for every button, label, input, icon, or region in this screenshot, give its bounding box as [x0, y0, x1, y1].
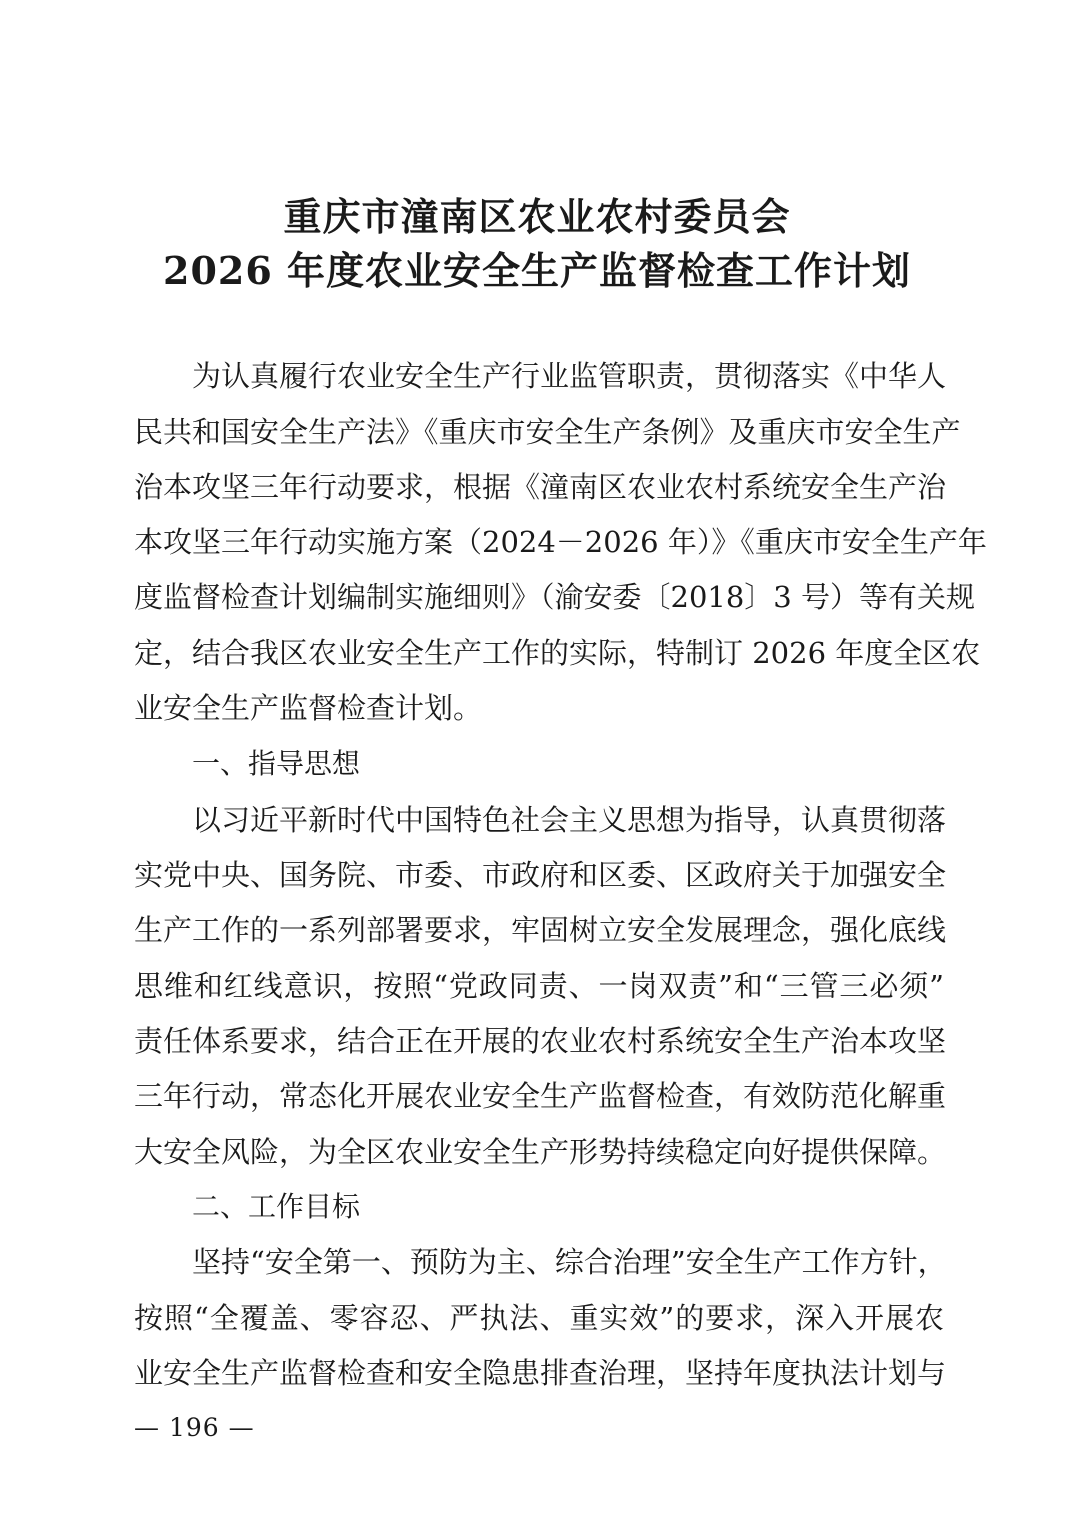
- intro-line: 为认真履行农业安全生产行业监管职责，贯彻落实《中华人: [192, 359, 947, 393]
- paragraph-line: 责任体系要求，结合正在开展的农业农村系统安全生产治本攻坚: [134, 1024, 947, 1058]
- intro-line: 民共和国安全生产法》《重庆市安全生产条例》及重庆市安全生产: [134, 415, 961, 449]
- intro-line: 定，结合我区农业安全生产工作的实际，特制订 2026 年度全区农: [134, 636, 981, 670]
- paragraph-line: 坚持“安全第一、预防为主、综合治理”安全生产工作方针，: [192, 1245, 947, 1279]
- paragraph-line: 大安全风险，为全区农业安全生产形势持续稳定向好提供保障。: [134, 1135, 947, 1169]
- paragraph-line: 按照“全覆盖、零容忍、严执法、重实效”的要求，深入开展农: [134, 1301, 944, 1335]
- section-heading-work-goals: 二、工作目标: [192, 1190, 361, 1223]
- paragraph-line: 以习近平新时代中国特色社会主义思想为指导，认真贯彻落: [192, 803, 947, 837]
- paragraph-line: 三年行动，常态化开展农业安全生产监督检查，有效防范化解重: [134, 1079, 947, 1113]
- document-title-line-1: 重庆市潼南区农业农村委员会: [283, 194, 791, 239]
- intro-line: 业安全生产监督检查计划。: [134, 691, 483, 725]
- section-heading-guiding-thought: 一、指导思想: [192, 747, 361, 780]
- document-title-line-2: 2026 年度农业安全生产监督检查工作计划: [163, 248, 911, 293]
- paragraph-line: 思维和红线意识，按照“党政同责、一岗双责”和“三管三必须”: [134, 969, 944, 1003]
- paragraph-line: 实党中央、国务院、市委、市政府和区委、区政府关于加强安全: [134, 858, 947, 892]
- page-number: — 196 —: [134, 1413, 255, 1442]
- paragraph-line: 业安全生产监督检查和安全隐患排查治理，坚持年度执法计划与: [134, 1356, 947, 1390]
- paragraph-line: 生产工作的一系列部署要求，牢固树立安全发展理念，强化底线: [134, 913, 947, 947]
- intro-line: 治本攻坚三年行动要求，根据《潼南区农业农村系统安全生产治: [134, 470, 947, 504]
- intro-line: 度监督检查计划编制实施细则》（渝安委〔2018〕3 号）等有关规: [134, 580, 975, 614]
- intro-line: 本攻坚三年行动实施方案（2024－2026 年）》《重庆市安全生产年: [134, 525, 987, 559]
